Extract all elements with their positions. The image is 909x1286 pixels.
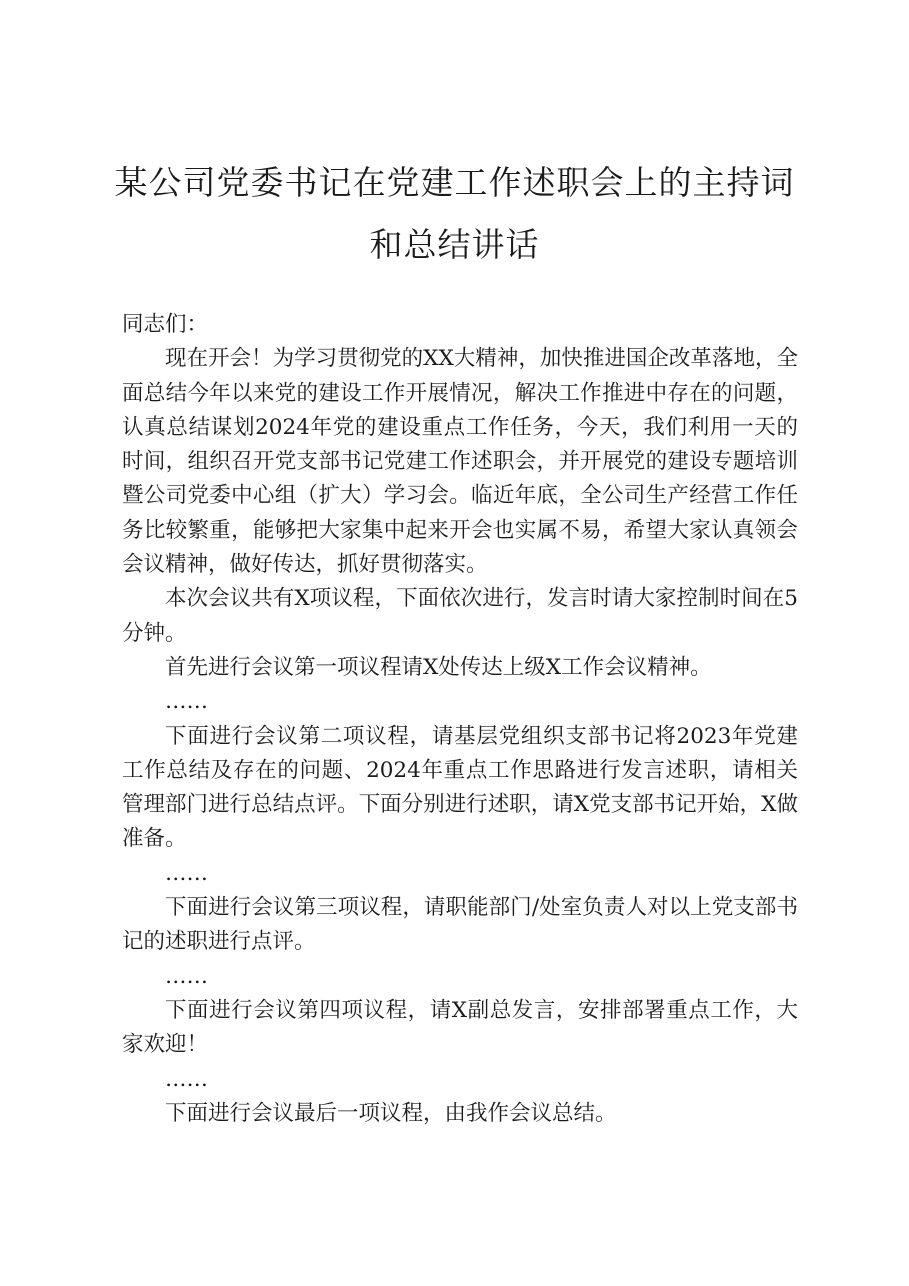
paragraph-agenda-intro: 本次会议共有X项议程，下面依次进行，发言时请大家控制时间在5分钟。 [122, 586, 798, 646]
document-body [122, 308, 798, 1131]
paragraph-agenda-item-2: 下面进行会议第二项议程，请基层党组织支部书记将2023年党建工作总结及存在的问题、2024年重点工作思路进行发言述职，请相关管理部门进行总结点评。下面分别进行述职，请X党支部书记开始，X做准备。 [122, 723, 798, 852]
ellipsis: …… [165, 689, 208, 715]
ellipsis: …… [165, 860, 208, 886]
document-title [100, 152, 809, 276]
paragraph-agenda-item-4: 下面进行会议第四项议程，请X副总发言，安排部署重点工作，大家欢迎！ [122, 997, 798, 1058]
paragraph-agenda-final: 下面进行会议最后一项议程，由我作会议总结。 [165, 1100, 617, 1126]
ellipsis: …… [165, 1066, 208, 1092]
salutation: 同志们： [122, 312, 209, 337]
paragraph-opening: 现在开会！为学习贯彻党的XX大精神，加快推进国企改革落地，全面总结今年以来党的建设工作开展情况，解决工作推进中存在的问题，认真总结谋划2024年党的建设重点工作任务，今天，我们利用一天的时间，组织召开党支部书记党建工作述职会，并开展党的建设专题培训暨公司党委中心组（扩大）学习会。临近年底，全公司生产经营工作任务比较繁重，能够把大家集中起来开会也实属不易，希望大家认真领会会议精神，做好传达，抓好贯彻落实。 [122, 346, 798, 578]
paragraph-agenda-item-1: 首先进行会议第一项议程请X处传达上级X工作会议精神。 [165, 654, 712, 680]
title-line-1: 某公司党委书记在党建工作述职会上的主持词 [114, 163, 795, 202]
paragraph-agenda-item-3: 下面进行会议第三项议程，请职能部门/处室负责人对以上党支部书记的述职进行点评。 [122, 895, 798, 955]
ellipsis: …… [165, 963, 208, 989]
title-line-2: 和总结讲话 [369, 225, 540, 264]
